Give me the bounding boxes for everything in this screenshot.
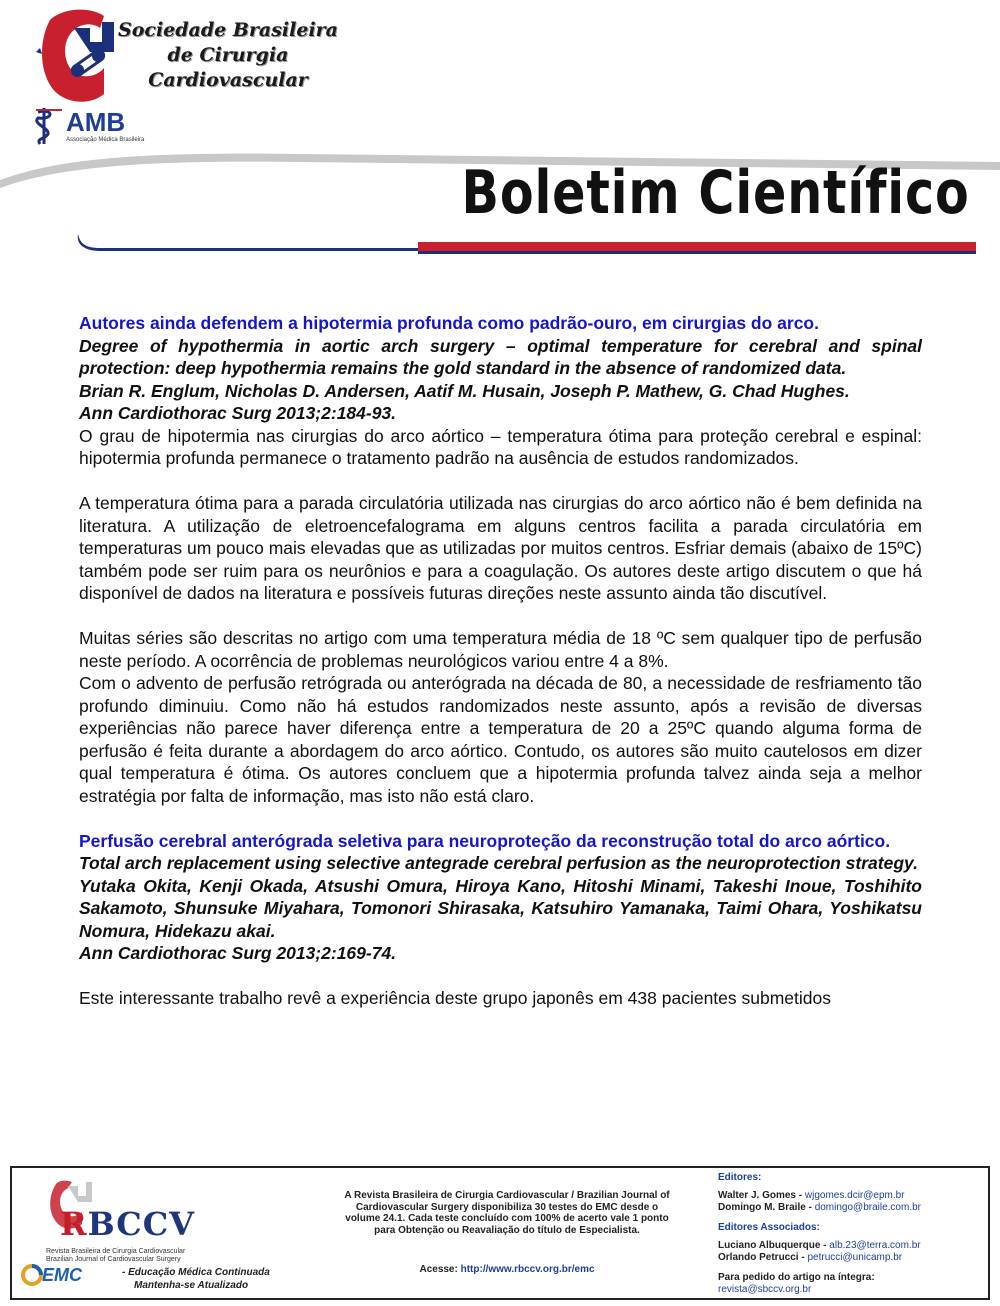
- rbccv-logo-rest: BCCV: [87, 1205, 195, 1243]
- editor-2-name: Domingo M. Braile -: [718, 1202, 812, 1213]
- access-label: Acesse:: [419, 1264, 458, 1275]
- article1-title-pt: Autores ainda defendem a hipotermia profunda como padrão-ouro, em cirurgias do arco.: [79, 313, 819, 333]
- associate-editor-2-email[interactable]: petrucci@unicamp.br: [807, 1252, 903, 1263]
- article-request-email[interactable]: revista@sbccv.org.br: [718, 1284, 812, 1295]
- article1-paragraph-3: Com o advento de perfusão retrógrada ou anterógrada na década de 80, a necessidade de resfriamento tão profundo diminuiu. Como não há estudos randomizados neste assunto, após a revisão de diversas experiências não parece haver diferença entre a temperatura de 20 a 25ºC quando alguma forma de perfusão é feita durante a abordagem do arco aórtico. Contudo, os autores são muito cautelosos em dizer qual temperatura é ótima. Os autores concluem que a hipotermia profunda talvez ainda seja a melhor estratégia por falta de informação, mas isto não está claro.: [79, 673, 922, 806]
- editor-1: [718, 1190, 988, 1202]
- emc-tagline: - Educação Médica Continuada: [122, 1267, 270, 1278]
- article1-paragraph-1: A temperatura ótima para a parada circulatória utilizada nas cirurgias do arco aórtico não é bem definida na literatura. A utilização de eletroencefalograma em alguns centros facilita a parada circulatória em temperaturas um pouco mais elevadas que as utilizadas por muitos centros. Esfriar demais (abaixo de 15ºC) também pode ser ruim para os neurônios e para a coagulação. Os autores deste artigo discutem o que há disponível de dados na literatura e possíveis futuras direções neste assunto ainda tão discutível.: [79, 493, 922, 603]
- rbccv-logo-text: [60, 1205, 195, 1243]
- article1-title-en: Degree of hypothermia in aortic arch surgery – optimal temperature for cerebral and spinal protection: deep hypothermia remains the gold standard in the absence of randomized data.: [79, 335, 922, 378]
- rbccv-logo-r: R: [60, 1205, 88, 1243]
- associate-editor-1-name: Luciano Albuquerque -: [718, 1240, 827, 1251]
- article-content: [79, 312, 922, 1010]
- associate-editor-2-name: Orlando Petrucci -: [718, 1252, 805, 1263]
- society-name-line3: Cardiovascular: [148, 69, 308, 91]
- article1-authors: Brian R. Englum, Nicholas D. Andersen, Aatif M. Husain, Joseph P. Mathew, G. Chad Hughes.: [79, 380, 850, 401]
- rbccv-subtitle-pt: Revista Brasileira de Cirurgia Cardiovascular: [46, 1248, 186, 1255]
- article-request-label: Para pedido do artigo na íntegra:: [718, 1272, 875, 1283]
- associate-editor-1: [718, 1240, 988, 1252]
- article2-title-en: Total arch replacement using selective antegrade cerebral perfusion as the neuroprotection strategy.: [79, 853, 918, 873]
- rbccv-subtitle-en: Brazilian Journal of Cardiovascular Surgery: [46, 1256, 181, 1263]
- society-name-line1: Sociedade Brasileira: [118, 19, 338, 41]
- editor-2-email[interactable]: domingo@braile.com.br: [814, 1202, 921, 1213]
- footer-editors: [718, 1172, 988, 1296]
- article1-citation: Ann Cardiothorac Surg 2013;2:184-93.: [79, 403, 397, 423]
- associate-editors-heading: Editores Associados:: [718, 1222, 820, 1233]
- page-title: Boletim Científico: [461, 158, 970, 228]
- article2-title-pt: Perfusão cerebral anterógrada seletiva para neuroproteção da reconstrução total do arco aórtico.: [79, 830, 891, 851]
- emc-motto: Mantenha-se Atualizado: [134, 1280, 249, 1291]
- access-link[interactable]: http://www.rbccv.org.br/emc: [460, 1264, 595, 1275]
- footer-access: [342, 1264, 672, 1275]
- article2-paragraph-1: Este interessante trabalho revê a experiência deste grupo japonês em 438 pacientes submetidos: [79, 988, 831, 1008]
- emc-swirl-icon: [20, 1263, 44, 1287]
- article2-citation: Ann Cardiothorac Surg 2013;2:169-74.: [79, 943, 397, 963]
- footer-box: [10, 1166, 990, 1300]
- editor-1-name: Walter J. Gomes -: [718, 1190, 803, 1201]
- footer-emc-notice: A Revista Brasileira de Cirurgia Cardiovascular / Brazilian Journal of Cardiovascular Surgery disponibiliza 30 testes do EMC desde o volume 24.1. Cada teste concluído com 100% de acerto vale 1 ponto para Obtenção ou Reavaliação do título de Especialista.: [344, 1190, 670, 1236]
- society-name: [98, 18, 358, 93]
- article1-paragraph-2: Muitas séries são descritas no artigo com uma temperatura média de 18 ºC sem qualquer tipo de perfusão neste período. A ocorrência de problemas neurológicos variou entre 4 a 8%.: [79, 628, 922, 671]
- page-header: [0, 0, 1000, 265]
- editor-1-email[interactable]: wjgomes.dcir@epm.br: [804, 1190, 905, 1201]
- article1-translation: O grau de hipotermia nas cirurgias do arco aórtico – temperatura ótima para proteção cerebral e espinal: hipotermia profunda permanece o tratamento padrão na ausência de estudos randomizados.: [79, 425, 922, 468]
- rbccv-subtitle: [46, 1248, 185, 1264]
- emc-logo-text: EMC: [42, 1265, 82, 1285]
- associate-editor-2: [718, 1252, 988, 1264]
- associate-editor-1-email[interactable]: alb.23@terra.com.br: [829, 1240, 921, 1251]
- society-name-line2: de Cirurgia: [167, 44, 289, 66]
- editor-2: [718, 1202, 988, 1214]
- editors-heading: Editores:: [718, 1172, 762, 1183]
- amb-subtitle: Associação Médica Brasileira: [66, 137, 145, 143]
- article2-authors: Yutaka Okita, Kenji Okada, Atsushi Omura, Hiroya Kano, Hitoshi Minami, Takeshi Inoue, Toshihito Sakamoto, Shunsuke Miyahara, Tomonori Shirasaka, Katsuhiro Yamanaka, Taimi Ohara, Yoshikatsu Nomura, Hidekazu akai.: [79, 875, 922, 941]
- amb-name: AMB: [66, 107, 126, 137]
